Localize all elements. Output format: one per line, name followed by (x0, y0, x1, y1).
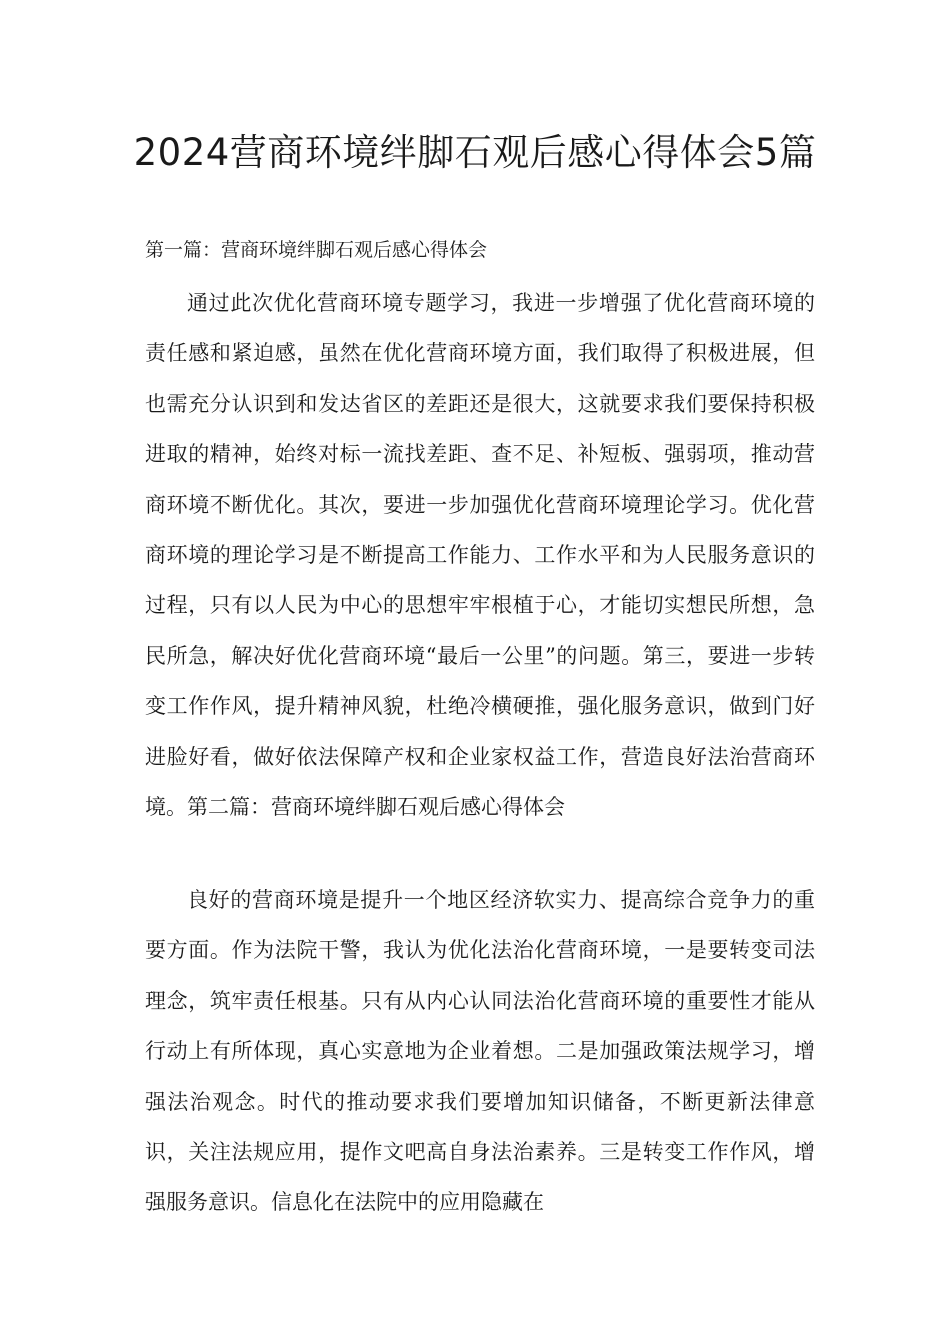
body-paragraph: 良好的营商环境是提升一个地区经济软实力、提高综合竞争力的重要方面。作为法院干警，我认为优化法治化营商环境，一是要转变司法理念，筑牢责任根基。只有从内心认同法治化营商环境的重要性才能从行动上有所体现，真心实意地为企业着想。二是加强政策法规学习，增强法治观念。时代的推动要求我们要增加知识储备，不断更新法律意识，关注法规应用，提作文吧高自身法治素养。三是转变工作作风，增强服务意识。信息化在法院中的应用隐藏在 (145, 888, 815, 1215)
section-heading: 第一篇：营商环境绊脚石观后感心得体会 (145, 239, 488, 261)
body-paragraph: 通过此次优化营商环境专题学习，我进一步增强了优化营商环境的责任感和紧迫感，虽然在优化营商环境方面，我们取得了积极进展，但也需充分认识到和发达省区的差距还是很大，这就要求我们要保持积极进取的精神，始终对标一流找差距、查不足、补短板、强弱项，推动营商环境不断优化。其次，要进一步加强优化营商环境理论学习。优化营商环境的理论学习是不断提高工作能力、工作水平和为人民服务意识的过程，只有以人民为中心的思想牢牢根植于心，才能切实想民所想，急民所急，解决好优化营商环境“最后一公里”的问题。第三，要进一步转变工作作风，提升精神风貌，杜绝冷横硬推，强化服务意识，做到门好进脸好看，做好依法保障产权和企业家权益工作，营造良好法治营商环境。第二篇：营商环境绊脚石观后感心得体会 (145, 291, 815, 820)
document-title: 2024营商环境绊脚石观后感心得体会5篇 (133, 131, 817, 174)
